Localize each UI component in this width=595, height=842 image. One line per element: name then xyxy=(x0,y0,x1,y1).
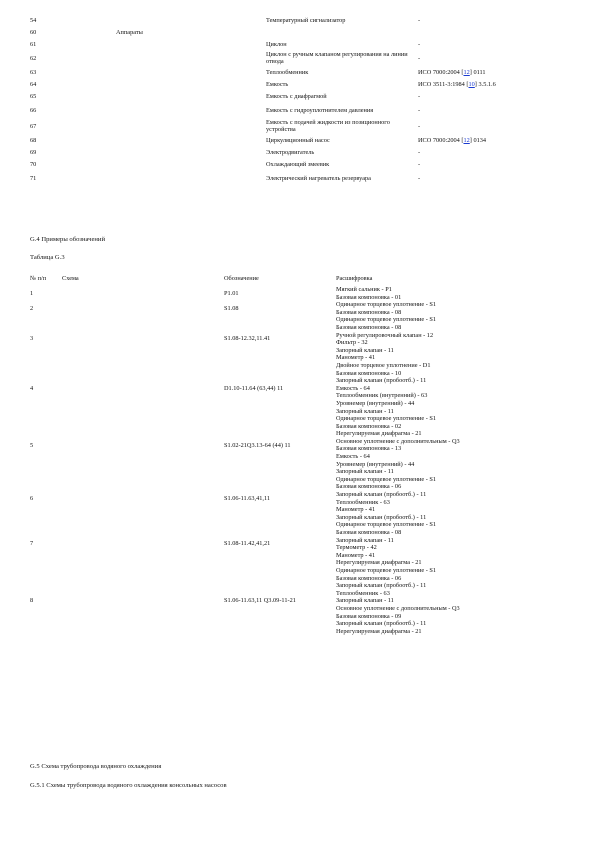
symbol-standard xyxy=(418,158,550,170)
symbol-group xyxy=(76,158,266,170)
symbol-number: 64 xyxy=(30,80,37,88)
example-designation: P1.01 xyxy=(224,289,239,297)
section-heading-g4: G.4 Примеры обозначений xyxy=(30,236,105,243)
symbol-name: Емкость с диафрагмой xyxy=(266,92,327,100)
standard-text: - xyxy=(418,106,421,114)
symbol-row xyxy=(30,118,550,134)
decoding-line: Емкость - 64 xyxy=(336,453,370,461)
example-decoding xyxy=(336,476,570,522)
symbol-group: Аппараты xyxy=(116,28,143,36)
example-row xyxy=(30,567,570,635)
symbol-number: 67 xyxy=(30,122,37,130)
decoding-line: Запорный клапан (пробоотб.) - 11 xyxy=(336,513,427,521)
symbol-standard xyxy=(418,102,550,118)
symbol-standard xyxy=(418,26,550,38)
standard-suffix: ] 3.5.1.6 xyxy=(474,80,496,88)
example-row xyxy=(30,316,570,362)
decoding-line: Одинарное торцевое уплотнение - S1 xyxy=(336,301,437,309)
example-number: 3 xyxy=(30,335,34,343)
example-scheme xyxy=(62,362,224,415)
standard-text: - xyxy=(418,148,421,156)
standard-text: - xyxy=(418,174,421,182)
symbol-standard xyxy=(418,146,550,158)
symbol-row xyxy=(30,134,550,146)
header-decoding: Расшифровка xyxy=(336,275,373,283)
example-scheme xyxy=(62,286,224,301)
example-row xyxy=(30,301,570,316)
example-designation: S1.06-11.63,41,11 xyxy=(224,494,271,502)
standard-text: - xyxy=(418,16,421,24)
symbol-row xyxy=(30,38,550,50)
symbol-standard xyxy=(418,50,550,66)
decoding-line: Базовая компоновка - 08 xyxy=(336,323,402,331)
example-decoding xyxy=(336,316,570,362)
decoding-line: Базовая компоновка - 06 xyxy=(336,574,402,582)
example-decoding xyxy=(336,521,570,567)
symbol-number: 68 xyxy=(30,136,37,144)
reference-link[interactable]: 12 xyxy=(463,68,470,76)
symbol-name: Электрический нагреватель резервуара xyxy=(266,174,371,182)
symbol-row xyxy=(30,14,550,26)
symbol-standard xyxy=(418,90,550,102)
symbol-number: 70 xyxy=(30,160,37,168)
standard-text: - xyxy=(418,92,421,100)
example-number: 6 xyxy=(30,494,34,502)
example-scheme xyxy=(62,476,224,522)
symbol-group xyxy=(76,102,266,118)
example-row xyxy=(30,286,570,301)
header-scheme: Схема xyxy=(62,275,79,283)
example-designation: D1.10-11.64 (63,44) 11 xyxy=(224,384,284,392)
symbol-group xyxy=(76,170,266,186)
symbol-group xyxy=(76,118,266,134)
standard-text: - xyxy=(418,54,421,62)
decoding-line: Нерегулируемая диафрагма - 21 xyxy=(336,430,422,438)
decoding-line: Манометр - 41 xyxy=(336,354,376,362)
section-heading-g51: G.5.1 Схемы трубопровода водяного охлаждения консольных насосов xyxy=(30,782,227,789)
decoding-line: Базовая компоновка - 10 xyxy=(336,369,402,377)
decoding-line: Запорный клапан - 11 xyxy=(336,346,394,354)
decoding-line: Термометр - 42 xyxy=(336,544,377,552)
symbol-name: Емкость с гидроуплотнителем давления xyxy=(266,106,374,114)
example-number: 7 xyxy=(30,540,34,548)
decoding-line: Основное уплотнение с дополнительным - Q3 xyxy=(336,437,460,445)
example-number: 8 xyxy=(30,597,34,605)
decoding-line: Нерегулируемая диафрагма - 21 xyxy=(336,627,422,635)
symbol-standard xyxy=(418,134,550,146)
symbol-number: 63 xyxy=(30,68,37,76)
decoding-line: Одинарное торцевое уплотнение - S1 xyxy=(336,415,437,423)
example-decoding xyxy=(336,362,570,415)
decoding-line: Базовая компоновка - 08 xyxy=(336,529,402,536)
standard-text: ИСО 7000:2004 [ xyxy=(418,68,464,76)
symbol-name: Охлаждающий змеевик xyxy=(266,160,330,168)
decoding-line: Одинарное торцевое уплотнение - S1 xyxy=(336,475,437,483)
decoding-line: Фильтр - 32 xyxy=(336,339,368,347)
decoding-line: Теплообменник - 63 xyxy=(336,589,390,597)
example-decoding xyxy=(336,415,570,476)
decoding-line: Ручной регулировочный клапан - 12 xyxy=(336,331,434,339)
example-number: 5 xyxy=(30,441,34,449)
header-designation: Обозначение xyxy=(224,275,259,283)
symbol-row xyxy=(30,78,550,90)
symbol-standard xyxy=(418,14,550,26)
example-decoding xyxy=(336,567,570,635)
example-row xyxy=(30,415,570,476)
symbol-number: 62 xyxy=(30,54,37,62)
decoding-line: Теплообменник - 63 xyxy=(336,498,390,506)
symbol-name: Электродвигатель xyxy=(266,148,315,156)
symbol-name: Емкость xyxy=(266,80,289,88)
decoding-line: Базовая компоновка - 08 xyxy=(336,308,402,316)
symbol-row xyxy=(30,102,550,118)
header-num: № п/п xyxy=(30,275,47,283)
decoding-line: Базовая компоновка - 13 xyxy=(336,445,402,453)
symbol-row xyxy=(30,26,550,38)
decoding-line: Двойное торцевое уплотнение - D1 xyxy=(336,361,431,369)
standard-text: - xyxy=(418,160,421,168)
example-scheme xyxy=(62,521,224,567)
decoding-line: Мягкий сальник - P1 xyxy=(336,286,392,293)
decoding-line: Запорный клапан (пробоотб.) - 11 xyxy=(336,620,427,628)
decoding-line: Одинарное торцевое уплотнение - S1 xyxy=(336,316,437,324)
symbol-group xyxy=(76,50,266,66)
decoding-line: Запорный клапан - 11 xyxy=(336,407,394,415)
symbol-number: 69 xyxy=(30,148,37,156)
symbol-row xyxy=(30,50,550,66)
example-designation: S1.08-11.42,41,21 xyxy=(224,540,271,548)
decoding-line: Запорный клапан - 11 xyxy=(336,597,394,605)
symbol-standard xyxy=(418,118,550,134)
symbol-row xyxy=(30,146,550,158)
reference-link[interactable]: 10 xyxy=(468,80,475,88)
decoding-line: Запорный клапан - 11 xyxy=(336,536,394,544)
designation-examples-table xyxy=(30,272,570,635)
example-row xyxy=(30,521,570,567)
decoding-line: Запорный клапан - 11 xyxy=(336,468,394,476)
symbol-number: 71 xyxy=(30,174,37,182)
example-scheme xyxy=(62,567,224,635)
decoding-line: Нерегулируемая диафрагма - 21 xyxy=(336,559,422,567)
symbol-group xyxy=(76,38,266,50)
decoding-line: Базовая компоновка - 02 xyxy=(336,422,402,430)
decoding-line: Основное уплотнение с дополнительным - Q3 xyxy=(336,604,460,612)
symbol-name: Температурный сигнализатор xyxy=(266,16,346,24)
symbol-group xyxy=(76,90,266,102)
example-decoding xyxy=(336,301,570,316)
example-row xyxy=(30,476,570,522)
example-number: 1 xyxy=(30,289,34,297)
symbol-row xyxy=(30,90,550,102)
example-designation: S1.06-11.63,11 Q3.09-11-21 xyxy=(224,597,296,605)
decoding-line: Одинарное торцевое уплотнение - S1 xyxy=(336,521,437,529)
symbol-standard xyxy=(418,78,550,90)
example-designation: S1.08 xyxy=(224,304,239,312)
example-row xyxy=(30,362,570,415)
symbol-row xyxy=(30,170,550,186)
decoding-line: Емкость - 64 xyxy=(336,384,370,392)
symbol-row xyxy=(30,158,550,170)
symbol-group xyxy=(76,66,266,78)
symbol-name: Емкость с подачей жидкости из позиционного устройства xyxy=(266,119,390,133)
symbol-group xyxy=(76,134,266,146)
decoding-line: Теплообменник (внутренний) - 63 xyxy=(336,392,428,400)
symbol-name xyxy=(266,26,418,38)
standard-text: ИСО 3511-3:1984 [ xyxy=(418,80,469,88)
decoding-line: Базовая компоновка - 01 xyxy=(336,293,402,301)
symbol-number: 54 xyxy=(30,16,37,24)
symbol-group xyxy=(76,146,266,158)
symbol-name: Циркуляционный насос xyxy=(266,136,330,144)
symbol-row xyxy=(30,66,550,78)
decoding-line: Запорный клапан (пробоотб.) - 11 xyxy=(336,377,427,385)
symbol-standard xyxy=(418,66,550,78)
symbol-standard xyxy=(418,38,550,50)
example-number: 2 xyxy=(30,304,34,312)
example-scheme xyxy=(62,415,224,476)
table-header-row xyxy=(30,272,570,286)
symbol-group xyxy=(76,78,266,90)
example-designation: S1.02-21Q3.13-64 (44) 11 xyxy=(224,441,291,449)
example-designation: S1.08-12.32,11.41 xyxy=(224,335,271,343)
decoding-line: Уровнемер (внутренний) - 44 xyxy=(336,460,415,468)
decoding-line: Уровнемер (внутренний) - 44 xyxy=(336,399,415,407)
symbol-number: 65 xyxy=(30,92,37,100)
decoding-line: Базовая компоновка - 09 xyxy=(336,612,402,620)
decoding-line: Запорный клапан (пробоотб.) - 11 xyxy=(336,491,427,499)
symbol-number: 66 xyxy=(30,106,37,114)
decoding-line: Базовая компоновка - 06 xyxy=(336,483,402,491)
decoding-line: Манометр - 41 xyxy=(336,551,376,559)
standard-suffix: ] 0111 xyxy=(469,68,486,76)
standard-text: - xyxy=(418,122,421,130)
section-heading-g5: G.5 Схема трубопровода водяного охлаждения xyxy=(30,763,162,770)
example-scheme xyxy=(62,316,224,362)
symbol-name: Теплообменник xyxy=(266,68,309,76)
standard-text: - xyxy=(418,40,421,48)
example-decoding xyxy=(336,286,570,301)
example-number: 4 xyxy=(30,384,34,392)
table-caption-g3: Таблица G.3 xyxy=(30,254,65,261)
decoding-line: Запорный клапан (пробоотб.) - 11 xyxy=(336,582,427,590)
standard-suffix: ] 0134 xyxy=(469,136,487,144)
symbols-table xyxy=(30,14,550,186)
symbol-name: Циклон с ручным клапаном регулирования на линии отвода xyxy=(266,51,408,65)
symbol-name: Циклон xyxy=(266,40,287,48)
symbol-standard xyxy=(418,170,550,186)
standard-text: ИСО 7000:2004 [ xyxy=(418,136,464,144)
decoding-line: Манометр - 41 xyxy=(336,506,376,514)
symbol-number: 60 xyxy=(30,28,37,36)
decoding-line: Одинарное торцевое уплотнение - S1 xyxy=(336,566,437,574)
example-scheme xyxy=(62,301,224,316)
symbol-group xyxy=(76,14,266,26)
reference-link[interactable]: 12 xyxy=(463,136,470,144)
symbol-number: 61 xyxy=(30,40,37,48)
